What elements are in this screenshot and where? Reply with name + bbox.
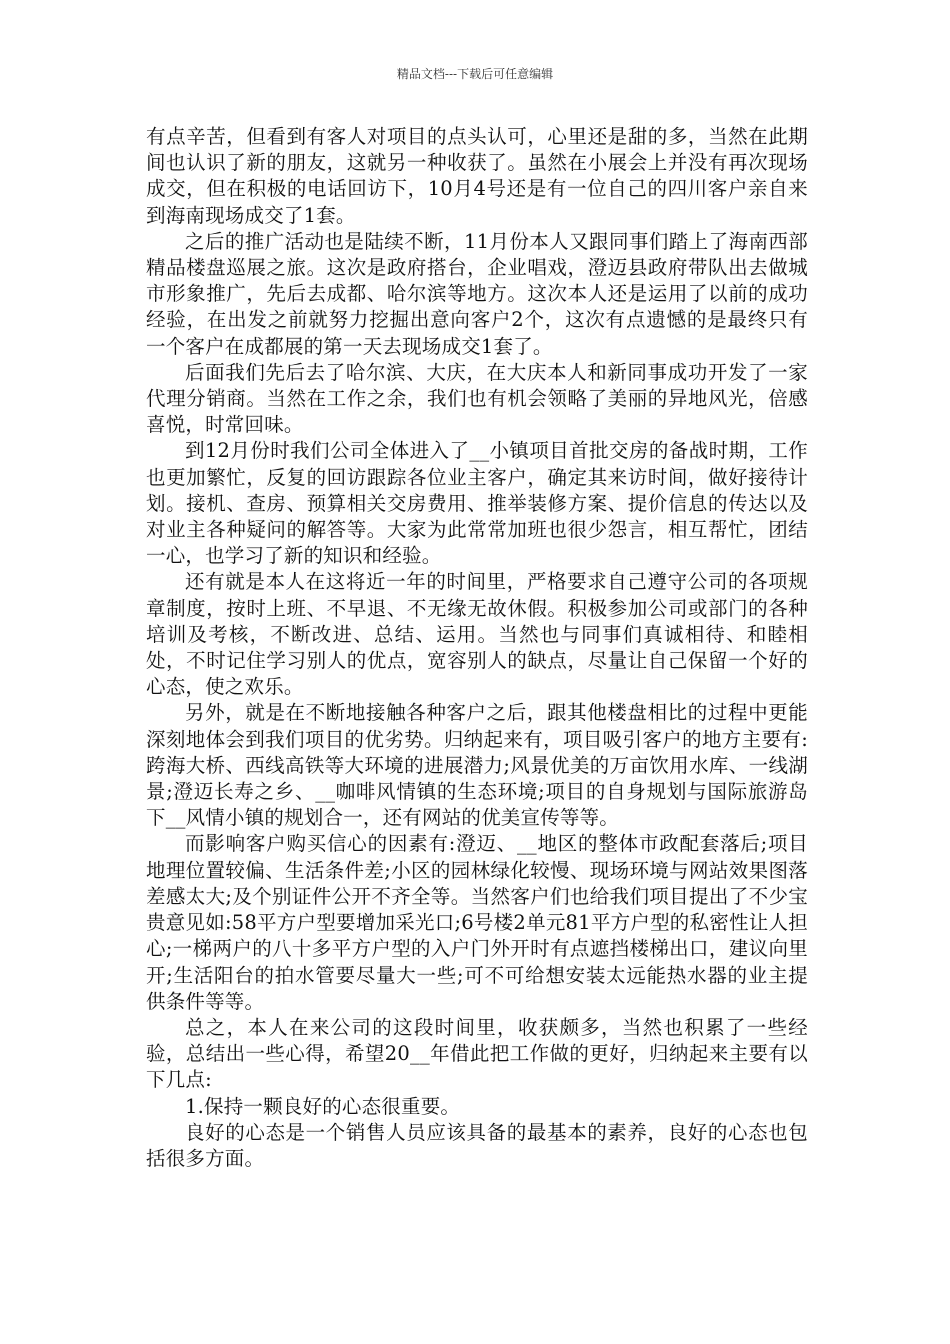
paragraph: 还有就是本人在这将近一年的时间里，严格要求自己遵守公司的各项规章制度，按时上班、不早退、不无缘无故休假。积极参加公司或部门的各种培训及考核，不断改进、总结、运用。当然也与同事们真诚相待、和睦相处，不时记住学习别人的优点，宽容别人的缺点，尽量让自己保留一个好的心态，使之欢乐。 bbox=[146, 570, 808, 699]
list-item-heading: 1.保持一颗良好的心态很重要。 bbox=[185, 1094, 461, 1118]
page-header: 精品文档---下载后可任意编辑 bbox=[396, 67, 554, 81]
paragraph: 有点辛苦，但看到有客人对项目的点头认可，心里还是甜的多，当然在此期间也认识了新的朋友，这就另一种收获了。虽然在小展会上并没有再次现场成交，但在积极的电话回访下，10月4号还是有一位自己的四川客户亲自来到海南现场成交了1套。 bbox=[146, 125, 808, 227]
paragraph: 总之，本人在来公司的这段时间里，收获颇多，当然也积累了一些经验，总结出一些心得，希望20__年借此把工作做的更好，归纳起来主要有以下几点: bbox=[146, 1015, 808, 1092]
paragraph: 到12月份时我们公司全体进入了__小镇项目首批交房的备战时期，工作也更加繁忙，反复的回访跟踪各位业主客户，确定其来访时间，做好接待计划。接机、查房、预算相关交房费用、推举装修方案、提价信息的传达以及对业主各种疑问的解答等。大家为此常常加班也很少怨言，相互帮忙，团结一心，也学习了新的知识和经验。 bbox=[146, 439, 808, 568]
document-body bbox=[146, 124, 808, 1172]
paragraph: 另外，就是在不断地接触各种客户之后，跟其他楼盘相比的过程中更能深刻地体会到我们项目的优劣势。归纳起来有，项目吸引客户的地方主要有:跨海大桥、西线高铁等大环境的进展潜力;风景优美的万亩饮用水库、一线湖景;澄迈长寿之乡、__咖啡风情镇的生态环境;项目的自身规划与国际旅游岛下__风情小镇的规划合一，还有网站的优美宣传等等。 bbox=[146, 701, 808, 830]
paragraph: 之后的推广活动也是陆续不断，11月份本人又跟同事们踏上了海南西部精品楼盘巡展之旅。这次是政府搭台，企业唱戏，澄迈县政府带队出去做城市形象推广，先后去成都、哈尔滨等地方。这次本人还是运用了以前的成功经验，在出发之前就努力挖掘出意向客户2个，这次有点遗憾的是最终只有一个客户在成都展的第一天去现场成交1套了。 bbox=[146, 229, 808, 358]
paragraph: 而影响客户购买信心的因素有:澄迈、__地区的整体市政配套落后;项目地理位置较偏、生活条件差;小区的园林绿化较慢、现场环境与网站效果图落差感太大;及个别证件公开不齐全等。当然客户们也给我们项目提出了不少宝贵意见如:58平方户型要增加采光口;6号楼2单元81平方户型的私密性让人担心;一梯两户的八十多平方户型的入户门外开时有点遮挡楼梯出口，建议向里开;生活阳台的拍水管要尽量大一些;可不可给想安装太远能热水器的业主提供条件等等。 bbox=[146, 832, 808, 1013]
paragraph: 良好的心态是一个销售人员应该具备的最基本的素养，良好的心态也包括很多方面。 bbox=[146, 1120, 808, 1170]
paragraph: 后面我们先后去了哈尔滨、大庆，在大庆本人和新同事成功开发了一家代理分销商。当然在工作之余，我们也有机会领略了美丽的异地风光，倍感喜悦，时常回味。 bbox=[146, 360, 808, 437]
